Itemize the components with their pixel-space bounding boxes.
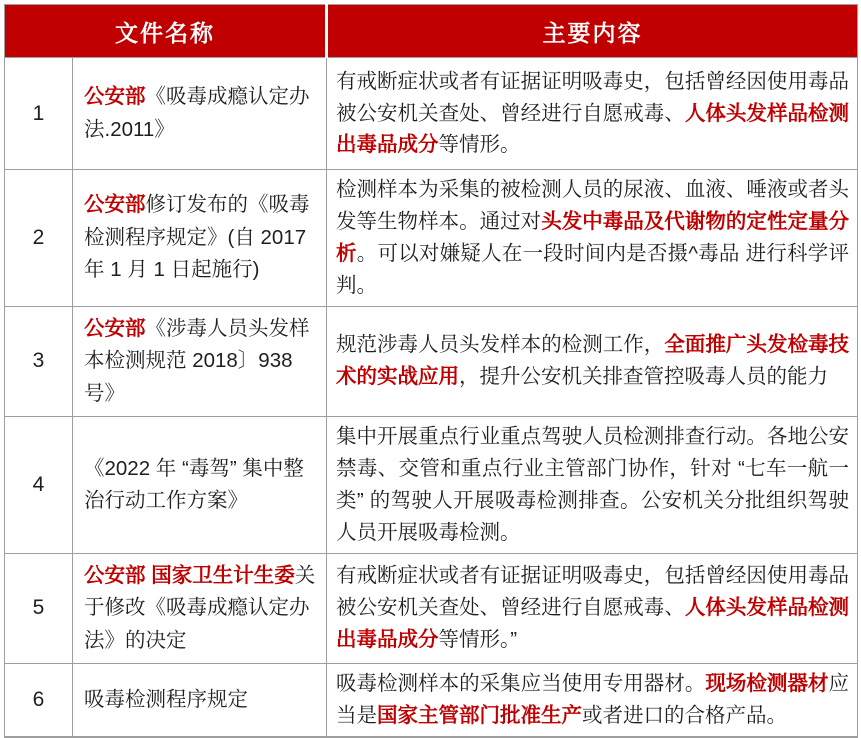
table-row: [5, 58, 858, 170]
plain-text: 修订发布的《吸毒检测程序规定》(自 2017 年 1 月 1 日起施行): [84, 193, 310, 282]
main-content-cell: [327, 664, 858, 737]
doc-name-cell: [73, 170, 327, 307]
plain-text: 《吸毒成瘾认定办法.2011》: [84, 85, 310, 141]
table-header: [5, 5, 858, 58]
main-content-cell: [327, 306, 858, 416]
main-content-cell: [327, 170, 858, 307]
table-row: [5, 170, 858, 307]
doc-name-cell: [73, 417, 327, 554]
row-number-cell: 2: [5, 170, 73, 307]
doc-name-cell: [73, 553, 327, 663]
plain-text: 《涉毒人员头发样本检测规范 2018〕938 号》: [84, 316, 310, 405]
plain-text: 应当是: [336, 672, 849, 727]
documents-table: [4, 4, 858, 738]
plain-text: 等情形。”: [438, 628, 518, 652]
highlighted-text: 人体头发样品检测出毒品成分: [336, 101, 850, 157]
plain-text: 等情形。: [438, 133, 521, 157]
table-body: [5, 58, 858, 737]
plain-text: 或者进口的合格产品。: [582, 703, 787, 727]
main-content-cell: [327, 58, 858, 170]
table-row: [5, 306, 858, 416]
header-row: [5, 5, 858, 58]
main-content-cell: [327, 553, 858, 663]
doc-name-cell: [73, 58, 327, 170]
plain-text: 检测样本为采集的被检测人员的尿液、血液、唾液或者头发等生物样本。通过对: [336, 178, 849, 233]
highlighted-text: 现场检测器材: [705, 672, 829, 695]
doc-name-cell: [73, 664, 327, 737]
highlighted-text: 国家主管部门批准生产: [377, 703, 582, 727]
plain-text: 有戒断症状或者有证据证明吸毒史，包括曾经因使用毒品被公安机关查处、曾经进行自愿戒毒、: [336, 564, 849, 620]
highlighted-text: 公安部: [84, 316, 146, 340]
plain-text: 。可以对嫌疑人在一段时间内是否摄^毒品 进行科学评判。: [336, 241, 849, 297]
highlighted-text: 公安部 国家卫生计生委: [84, 563, 295, 587]
doc-name-cell: [73, 306, 327, 416]
highlighted-text: 头发中毒品及代谢物的定性定量分析: [336, 209, 850, 265]
table-row: [5, 664, 858, 737]
plain-text: ，提升公安机关排查管控吸毒人员的能力: [459, 365, 828, 389]
header-cell-file-name: 文件名称: [5, 5, 327, 58]
table-row: [5, 553, 858, 663]
header-cell-main-content: 主要内容: [327, 5, 858, 58]
plain-text: 吸毒检测样本的采集应当使用专用器材。: [336, 672, 706, 695]
plain-text: 集中开展重点行业重点驾驶人员检测排查行动。各地公安禁毒、交管和重点行业主管部门协作，针对 “七车一航一类” 的驾驶人开展吸毒检测排查。公安机关分批组织驾驶人员开展吸毒检测。: [336, 425, 849, 544]
plain-text: 《2022 年 “毒驾” 集中整治行动工作方案》: [84, 456, 304, 512]
row-number-cell: 3: [5, 306, 73, 416]
table-row: [5, 417, 858, 554]
row-number-cell: 5: [5, 553, 73, 663]
highlighted-text: 全面推广头发检毒技术的实战应用: [336, 333, 850, 389]
highlighted-text: 人体头发样品检测出毒品成分: [336, 596, 850, 652]
plain-text: 规范涉毒人员头发样本的检测工作，: [336, 333, 665, 357]
row-number-cell: 4: [5, 417, 73, 554]
row-number-cell: 1: [5, 58, 73, 170]
highlighted-text: 公安部: [84, 85, 146, 109]
plain-text: 关于修改《吸毒成瘾认定办法》的决定: [84, 563, 316, 652]
main-content-cell: [327, 417, 858, 554]
plain-text: 吸毒检测程序规定: [84, 687, 248, 711]
row-number-cell: 6: [5, 664, 73, 737]
plain-text: 有戒断症状或者有证据证明吸毒史，包括曾经因使用毒品被公安机关查处、曾经进行自愿戒毒、: [336, 69, 849, 125]
highlighted-text: 公安部: [84, 193, 146, 217]
